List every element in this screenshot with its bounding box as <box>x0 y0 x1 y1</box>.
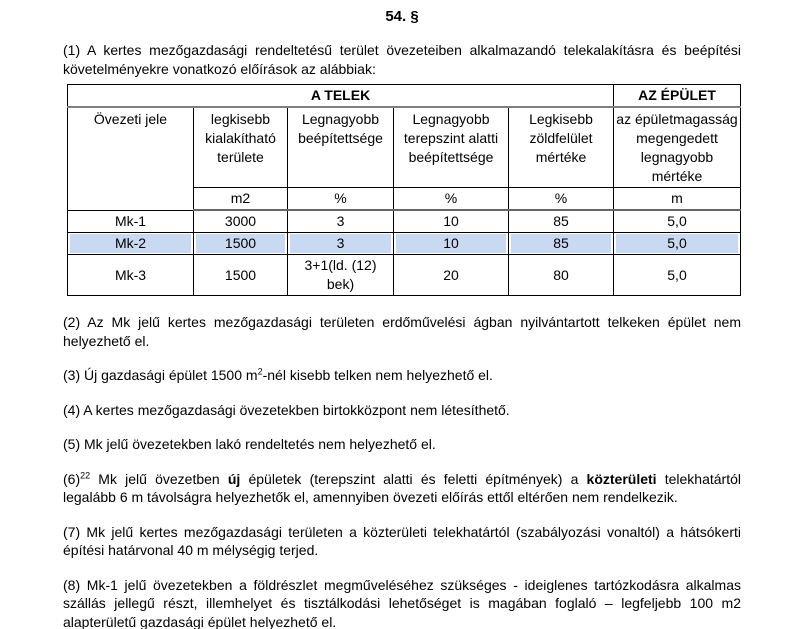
zone-code-cell: Mk-1 <box>68 210 194 233</box>
text-segment: új <box>227 470 241 487</box>
paragraph-4 <box>63 401 741 420</box>
superscript-ref: 2 <box>257 366 263 377</box>
column-header-min-plot-area: legkisebb kialakítható területe <box>194 107 288 188</box>
table-row-mk1 <box>68 210 741 233</box>
table-cell: 5,0 <box>614 255 741 296</box>
column-header-max-underground-coverage: Legnagyobb terepszint alatti beépítettsége <box>394 107 509 188</box>
table-cell: 85 <box>509 210 614 233</box>
paragraph-5 <box>63 435 741 454</box>
page-title: 54. § <box>385 8 419 25</box>
text-segment: -nél kisebb telken nem helyezhető el. <box>262 367 493 383</box>
text-segment: (3) Új gazdasági épület 1500 m <box>63 367 258 383</box>
text-segment: (5) Mk jelű övezetekben lakó rendeltetés nem helyezhető el. <box>63 436 436 452</box>
text-segment: (6) <box>63 470 81 487</box>
paragraph-1 <box>63 41 741 78</box>
unit-cell: % <box>509 188 614 211</box>
table-cell: 3 <box>288 210 394 233</box>
text-segment: Mk jelű övezetben <box>90 470 228 487</box>
table-cell: 1500 <box>194 233 288 255</box>
table-cell: 5,0 <box>614 233 741 255</box>
unit-cell: m2 <box>194 188 288 211</box>
text-segment: (7) Mk jelű kertes mezőgazdasági területen a közterületi telekhatártól (szabályozási vonaltól) a hátsókerti építési határvonal 40 m mélységig terjed. <box>63 523 741 558</box>
table-cell: 5,0 <box>614 210 741 233</box>
table-cell: 85 <box>509 233 614 255</box>
table-cell: 20 <box>394 255 509 296</box>
table-cell: 10 <box>394 210 509 233</box>
table-row-mk3 <box>68 255 741 296</box>
paragraph-2 <box>63 313 741 350</box>
zone-code-cell: Mk-2 <box>68 233 194 255</box>
table-column-header-row <box>68 107 741 188</box>
table-cell: 3+1(ld. (12) bek) <box>288 255 394 296</box>
table-cell: 10 <box>394 233 509 255</box>
table-group-header-row <box>68 85 741 108</box>
table-cell: 3000 <box>194 210 288 233</box>
paragraph-6 <box>63 470 741 507</box>
text-segment: (1) A kertes mezőgazdasági rendeltetésű terület övezeteiben alkalmazandó telekalakításra és beépítési követelményekre vonatkozó előírások az alábbiak: <box>63 42 741 77</box>
column-header-max-coverage: Legnagyobb beépítettsége <box>288 107 394 188</box>
table-cell: 80 <box>509 255 614 296</box>
table-row-mk2-highlighted <box>68 233 741 255</box>
table-cell: 3 <box>288 233 394 255</box>
unit-cell: % <box>394 188 509 211</box>
column-header-zone: Övezeti jele <box>68 107 194 210</box>
group-header-epulet: AZ ÉPÜLET <box>614 85 741 108</box>
text-segment: telekhatártól legalább 6 m távolságra helyezhetők el, amennyiben övezeti előírás ettől eltérően nem rendelkezik. <box>63 470 741 505</box>
table-cell: 1500 <box>194 255 288 296</box>
column-header-max-building-height: az épületmagasság megengedett legnagyobb mértéke <box>614 107 741 188</box>
unit-cell: m <box>614 188 741 211</box>
superscript-ref: 22 <box>80 469 91 480</box>
text-segment: (4) A kertes mezőgazdasági övezetekben birtokközpont nem létesíthető. <box>63 401 510 418</box>
regulations-table <box>67 84 741 296</box>
text-segment: (8) Mk-1 jelű övezetekben a földrészlet megműveléséhez szükséges - ideiglenes tartózkodásra alkalmas szállás jellegű részt, illemhelyet és tisztálkodási lehetőséget is magában foglaló – legfeljebb 100 m2 alapterületű gazdasági épület helyezhető el. <box>63 576 741 629</box>
zone-code-cell: Mk-3 <box>68 255 194 296</box>
text-segment: (2) Az Mk jelű kertes mezőgazdasági területen erdőművelési ágban nyilvántartott telkeken épület nem helyezhető el. <box>63 314 741 349</box>
paragraph-8 <box>63 576 741 629</box>
group-header-telek: A TELEK <box>68 85 614 108</box>
text-segment: közterületi <box>586 470 657 487</box>
column-header-min-green-area: Legkisebb zöldfelület mértéke <box>509 107 614 188</box>
unit-cell: % <box>288 188 394 211</box>
paragraph-3 <box>63 366 741 385</box>
text-segment: épületek (terepszint alatti és feletti építmények) a <box>240 470 587 487</box>
paragraph-7 <box>63 523 741 560</box>
